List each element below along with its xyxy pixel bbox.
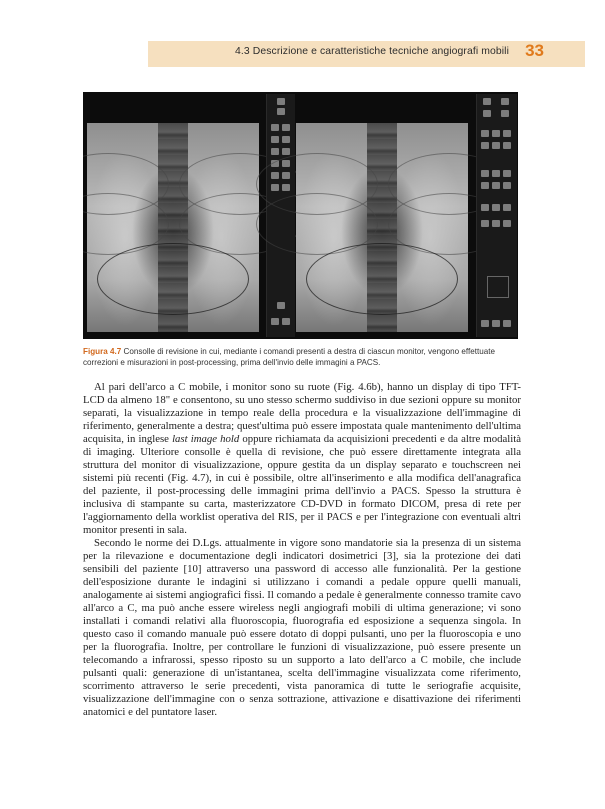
figure-review-console <box>83 92 518 339</box>
xray-image-right <box>296 123 468 332</box>
navigation-pad[interactable] <box>487 276 509 298</box>
running-title: 4.3 Descrizione e caratteristiche tecniche angiografi mobili <box>235 46 509 57</box>
page-number: 33 <box>525 41 544 60</box>
paragraph-1: Al pari dell'arco a C mobile, i monitor sono su ruote (Fig. 4.6b), hanno un display di tipo TFT-LCD da almeno 18" e consentono, su uno stesso schermo suddiviso in due sezioni oppure su monitor separati, la visualizzazione in tempo reale della procedura e la visualizzazione dell'immagine di riferimento, generalmente a destra; quest'ultima può essere impostata quale mantenimento dell'ultima acquisita, in inglese last image hold oppure richiamata da acquisizioni precedenti e da altre modalità di imaging. Ulteriore consolle è quella di revisione, che può essere direttamente integrata alla struttura del monitor di visualizzazione, oppure gestita da un display separato e touchscreen nei sistemi più recenti (Fig. 4.7), in cui è possibile, oltre all'inserimento e alla modifica dell'anagrafica del paziente, il post-processing delle immagini prima dell'invio a PACS. Spesso la struttura è inclusiva di stampante su carta, masterizzatore CD-DVD in formato DICOM, presa di rete per l'aggiornamento della worklist operativa del RIS, per il PACS e per l'integrazione con eventuali altri monitor presenti in sala. <box>83 381 521 536</box>
body-text <box>83 381 521 719</box>
caption-label: Figura 4.7 <box>83 347 122 356</box>
paragraph-2: Secondo le norme dei D.Lgs. attualmente in vigore sono mandatorie sia la presenza di un sistema per la rilevazione e documentazione degli indicatori dosimetrici [3], sia la protezione dei dati sensibili del paziente [10] attraverso una password di accesso alle funzionalità. Per la gestione dell'esposizione durante le indagini si utilizzano i comandi a pedale oppure quelli manuali, analogamente ai sistemi angiografici fissi. Il comando a pedale è generalmente connesso tramite cavo all'arco a C, ma può anche essere wireless negli angiografi mobili di ultima generazione; vi sono installati i comandi relativi alla fluoroscopia, fluorografia ed esposizione a sequenza singola. In questo caso il comando manuale può essere dotato di doppi pulsanti, uno per la fluoroscopia e uno per la fluorografia. Inoltre, per controllare le funzioni di visualizzazione, può essere presente un telecomando a infrarossi, spesso riposto su un supporto a lato dell'arco a C mobile, che include pulsanti quali: generazione di un'istantanea, scelta dell'immagine visualizzata come riferimento, scorrimento attraverso le serie precedenti, vista panoramica di tutte le seriografie acquisite, visualizzazione dell'immagine con o senza sottrazione, attivazione e disattivazione dei riferimenti anatomici e del puntatore laser. <box>83 537 521 718</box>
caption-text: Consolle di revisione in cui, mediante i comandi presenti a destra di ciascun monitor, vengono effettuate correzioni e misurazioni in post-processing, prima dell'invio delle immagini a PACS. <box>83 347 495 367</box>
figure-caption <box>83 346 523 368</box>
right-monitor-controls[interactable] <box>476 94 517 337</box>
xray-image-left <box>87 123 259 332</box>
